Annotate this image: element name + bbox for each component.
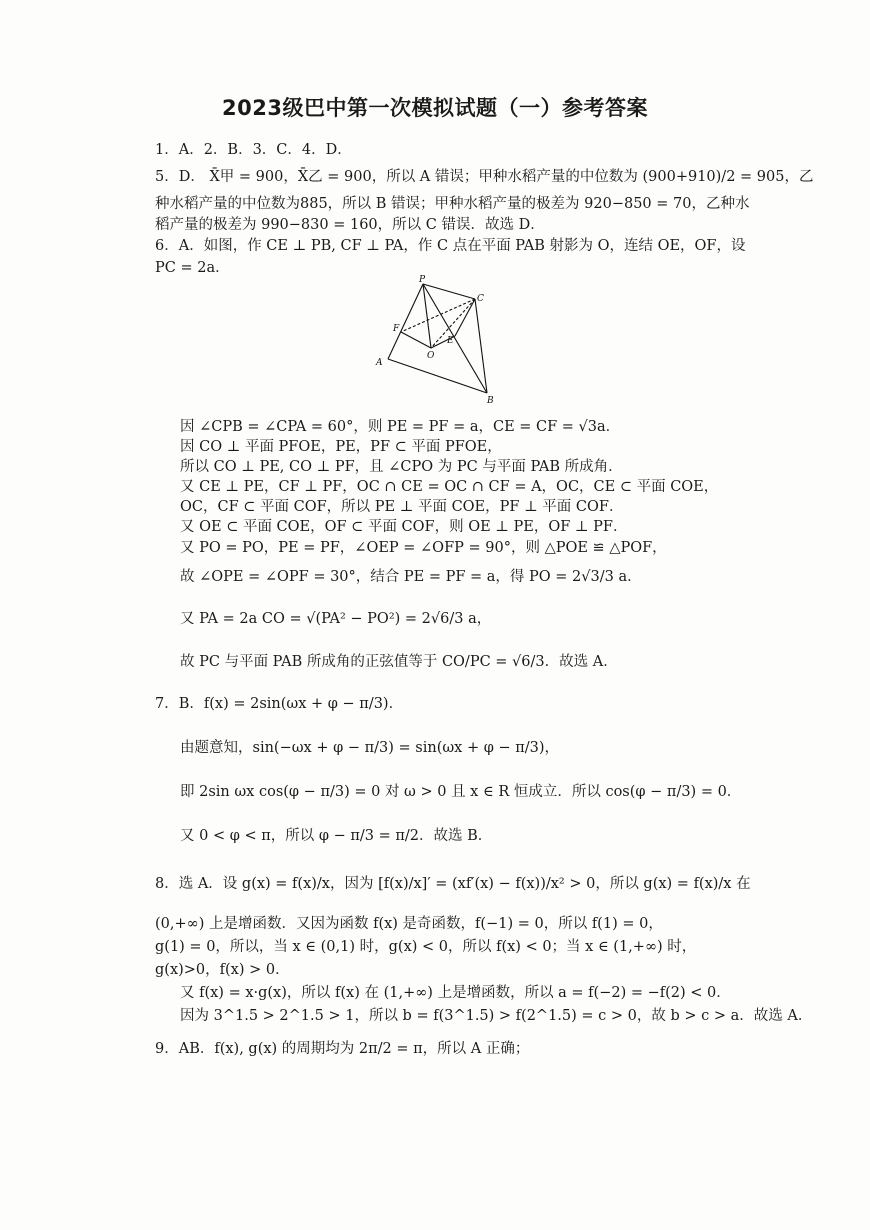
label-b: B: [487, 396, 494, 406]
answer-line: g(1) = 0，所以，当 x ∈ (0,1) 时，g(x) < 0，所以 f(x) < 0；当 x ∈ (1,+∞) 时，: [155, 939, 697, 955]
answer-line: (0,+∞) 上是增函数．又因为函数 f(x) 是奇函数，f(−1) = 0，所以 f(1) = 0，: [155, 916, 663, 932]
answer-line: 因 CO ⊥ 平面 PFOE，PE，PF ⊂ 平面 PFOE，: [180, 439, 502, 455]
answer-line: OC，CF ⊂ 平面 COF，所以 PE ⊥ 平面 COE，PF ⊥ 平面 COF．: [180, 499, 624, 515]
answer-line: 稻产量的极差为 990−830 = 160，所以 C 错误．故选 D．: [155, 217, 545, 233]
answer-line: 种水稻产量的中位数为885，所以 B 错误；甲种水稻产量的极差为 920−850 = 70，乙种水: [155, 196, 750, 212]
answer-line: 因 ∠CPB = ∠CPA = 60°，则 PE = PF = a，CE = CF = √3a．: [180, 419, 621, 435]
answer-line: 9．AB．f(x), g(x) 的周期均为 2π/2 = π，所以 A 正确；: [155, 1041, 530, 1057]
answer-line: PC = 2a．: [155, 260, 230, 276]
answer-line: 所以 CO ⊥ PE, CO ⊥ PF，且 ∠CPO 为 PC 与平面 PAB 所成角．: [180, 459, 623, 475]
answer-line: 因为 3^1.5 > 2^1.5 > 1，所以 b = f(3^1.5) > f(2^1.5) = c > 0，故 b > c > a．故选 A．: [180, 1008, 813, 1024]
answer-line: 又 PO = PO，PE = PF，∠OEP = ∠OFP = 90°，则 △POE ≌ △POF，: [180, 540, 667, 556]
label-o: O: [427, 351, 435, 361]
answer-line: 又 f(x) = x·g(x)，所以 f(x) 在 (1,+∞) 上是增函数，所以 a = f(−2) = −f(2) < 0．: [180, 985, 731, 1001]
answer-line: 6．A．如图，作 CE ⊥ PB, CF ⊥ PA，作 C 点在平面 PAB 射影为 O，连结 OE，OF，设: [155, 238, 746, 254]
label-p: P: [419, 275, 426, 285]
answer-line: 又 OE ⊂ 平面 COE，OF ⊂ 平面 COF，则 OE ⊥ PE，OF ⊥ PF．: [180, 519, 628, 535]
label-e: E: [447, 336, 454, 346]
answer-line: 1．A．2．B．3．C．4．D．: [155, 142, 352, 158]
answer-line: 7．B．f(x) = 2sin(ωx + φ − π/3)．: [155, 696, 404, 712]
answer-line: 由题意知，sin(−ωx + φ − π/3) = sin(ωx + φ − π/3)，: [180, 740, 560, 756]
answer-line: 故 PC 与平面 PAB 所成角的正弦值等于 CO/PC = √6/3．故选 A．: [180, 654, 618, 670]
label-c: C: [477, 294, 484, 304]
answer-line: 即 2sin ωx cos(φ − π/3) = 0 对 ω > 0 且 x ∈ R 恒成立．所以 cos(φ − π/3) = 0．: [180, 784, 742, 800]
answer-line: 又 PA = 2a CO = √(PA² − PO²) = 2√6/3 a，: [180, 611, 492, 627]
label-f: F: [393, 324, 400, 334]
answer-line: 又 CE ⊥ PE，CF ⊥ PF，OC ∩ CE = OC ∩ CF = A，OC，CE ⊂ 平面 COE，: [180, 479, 719, 495]
answer-line: 又 0 < φ < π，所以 φ − π/3 = π/2．故选 B．: [180, 828, 493, 844]
page-title: 2023级巴中第一次模拟试题（一）参考答案: [222, 96, 648, 120]
label-a: A: [376, 358, 383, 368]
answer-line: 5．D． X̄甲 = 900，X̄乙 = 900，所以 A 错误；甲种水稻产量的中位数为 (900+910)/2 = 905，乙: [155, 169, 814, 185]
answer-line: g(x)>0，f(x) > 0．: [155, 962, 290, 978]
answer-line: 故 ∠OPE = ∠OPF = 30°，结合 PE = PF = a，得 PO = 2√3/3 a．: [180, 569, 642, 585]
geometry-figure: [365, 275, 505, 410]
answer-line: 8．选 A．设 g(x) = f(x)/x，因为 [f(x)/x]′ = (xf′(x) − f(x))/x² > 0，所以 g(x) = f(x)/x 在: [155, 876, 751, 892]
